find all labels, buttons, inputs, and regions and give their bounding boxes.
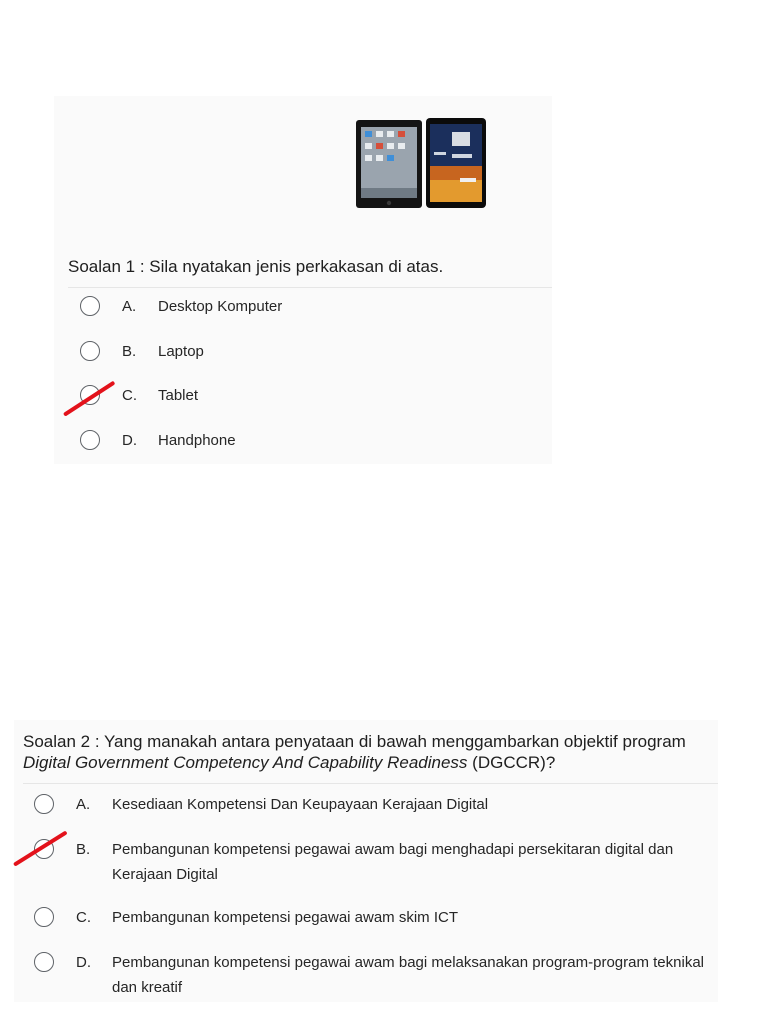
option-text: Pembangunan kompetensi pegawai awam bagi menghadapi persekitaran digital dan Kerajaan Digital <box>112 841 674 883</box>
question-1-card <box>54 96 552 464</box>
question-2-program-name: Digital Government Competency And Capability Readiness <box>23 753 468 772</box>
option-text: Pembangunan kompetensi pegawai awam skim ICT <box>112 909 459 926</box>
q1-option-c[interactable] <box>80 383 540 408</box>
option-letter: D. <box>76 954 91 971</box>
q2-option-d[interactable] <box>34 950 714 1000</box>
question-2-card <box>14 720 718 1002</box>
radio-button-icon[interactable] <box>80 296 100 316</box>
option-text: Tablet <box>158 387 199 404</box>
option-letter: A. <box>122 298 137 315</box>
q1-option-a[interactable] <box>80 294 540 319</box>
radio-button-icon[interactable] <box>80 341 100 361</box>
q1-option-b[interactable] <box>80 339 540 364</box>
option-letter: D. <box>122 432 137 449</box>
option-text: Pembangunan kompetensi pegawai awam bagi melaksanakan program-program teknikal dan kreatif <box>112 954 704 996</box>
radio-button-icon[interactable] <box>80 430 100 450</box>
radio-button-icon[interactable] <box>34 952 54 972</box>
option-letter: B. <box>122 343 137 360</box>
option-text: Desktop Komputer <box>158 298 283 315</box>
option-letter: C. <box>122 387 137 404</box>
option-letter: A. <box>76 796 91 813</box>
q2-option-c[interactable] <box>34 905 714 930</box>
divider <box>23 783 718 784</box>
q2-option-b[interactable] <box>34 837 714 887</box>
tablet-devices-image <box>356 118 488 210</box>
radio-button-icon[interactable] <box>34 907 54 927</box>
option-letter: B. <box>76 841 91 858</box>
option-text: Kesediaan Kompetensi Dan Keupayaan Kerajaan Digital <box>112 796 489 813</box>
q1-option-d[interactable] <box>80 428 540 453</box>
question-2-suffix: (DGCCR)? <box>467 753 556 772</box>
option-text: Handphone <box>158 432 236 449</box>
question-1-text: Soalan 1 : Sila nyatakan jenis perkakasan di atas. <box>68 257 444 276</box>
q2-option-a[interactable] <box>34 792 714 817</box>
divider <box>68 287 552 288</box>
option-text: Laptop <box>158 343 204 360</box>
question-2-text <box>23 731 713 773</box>
radio-button-icon[interactable] <box>34 794 54 814</box>
option-letter: C. <box>76 909 91 926</box>
question-2-prefix: Soalan 2 : Yang manakah antara penyataan di bawah menggambarkan objektif program <box>23 732 686 751</box>
